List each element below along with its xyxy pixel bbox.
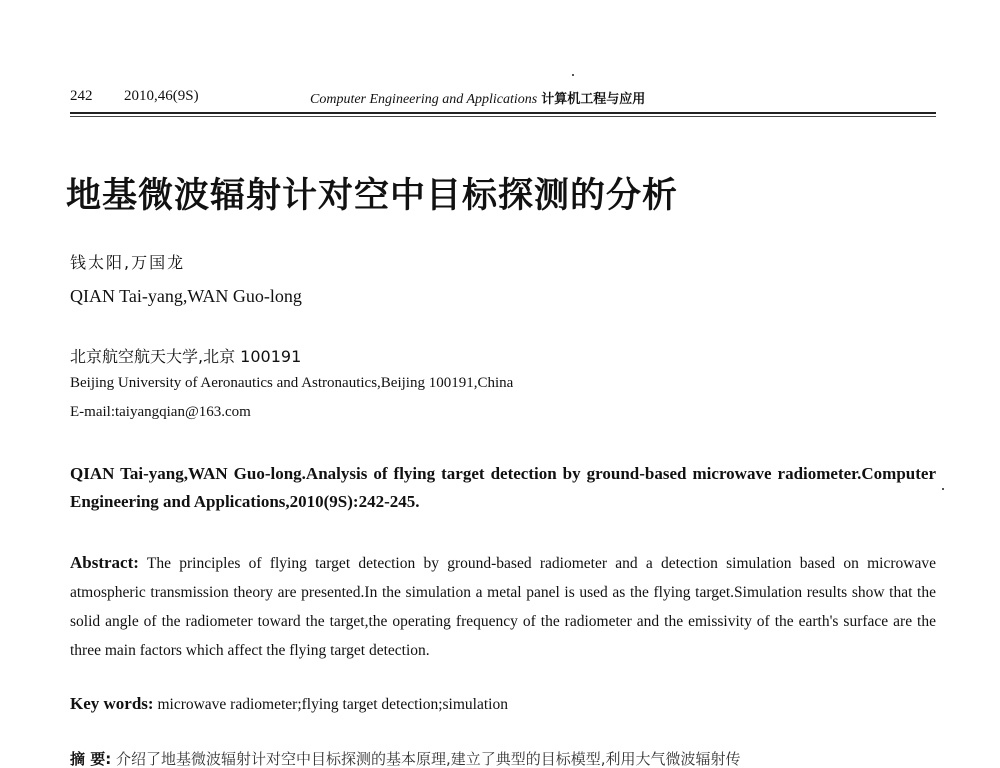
abstract-label: Abstract: bbox=[70, 553, 139, 572]
header-rule-thick bbox=[70, 112, 936, 114]
authors-cn: 钱太阳,万国龙 bbox=[70, 253, 186, 272]
authors-en: QIAN Tai-yang,WAN Guo-long bbox=[70, 286, 302, 306]
abstract-text: The principles of flying target detection by ground-based radiometer and a detection simulation based on microwave atmospheric transmission theory are presented.In the simulation a metal panel is used as the flying target.Simulation results show that the solid angle of the radiometer toward the target,the operating frequency of the radiometer and the emissivity of the earth's surface are the three main factors which affect the flying target detection. bbox=[70, 555, 936, 659]
scan-speck bbox=[572, 74, 574, 76]
citation: QIAN Tai-yang,WAN Guo-long.Analysis of flying target detection by ground-based microwave radiometer.Computer Engineering and Applications,2010(9S):242-245. bbox=[70, 464, 936, 511]
cn-abstract-partial bbox=[70, 748, 936, 768]
header-rule-thin bbox=[70, 116, 936, 117]
scan-speck bbox=[942, 488, 944, 490]
paper-title: 地基微波辐射计对空中目标探测的分析 bbox=[66, 176, 679, 216]
journal-name-cn: 计算机工程与应用 bbox=[541, 92, 646, 107]
cn-abstract-label: 摘 要: bbox=[70, 750, 112, 768]
volume-issue: 2010,46(9S) bbox=[124, 88, 199, 104]
affiliation-cn: 北京航空航天大学,北京 100191 bbox=[70, 347, 302, 366]
keywords-label: Key words: bbox=[70, 694, 154, 713]
page-number: 242 bbox=[70, 88, 93, 104]
running-header bbox=[70, 86, 930, 110]
keywords-text: microwave radiometer;flying target detection;simulation bbox=[157, 696, 508, 713]
keywords bbox=[70, 694, 508, 714]
journal-name bbox=[310, 88, 645, 108]
cn-abstract-text: 介绍了地基微波辐射计对空中目标探测的基本原理,建立了典型的目标模型,利用大气微波辐射传 bbox=[116, 750, 741, 768]
abstract bbox=[70, 548, 936, 665]
affiliation-en: Beijing University of Aeronautics and Astronautics,Beijing 100191,China bbox=[70, 375, 514, 391]
journal-name-en: Computer Engineering and Applications bbox=[310, 92, 538, 107]
email: E-mail:taiyangqian@163.com bbox=[70, 404, 251, 420]
